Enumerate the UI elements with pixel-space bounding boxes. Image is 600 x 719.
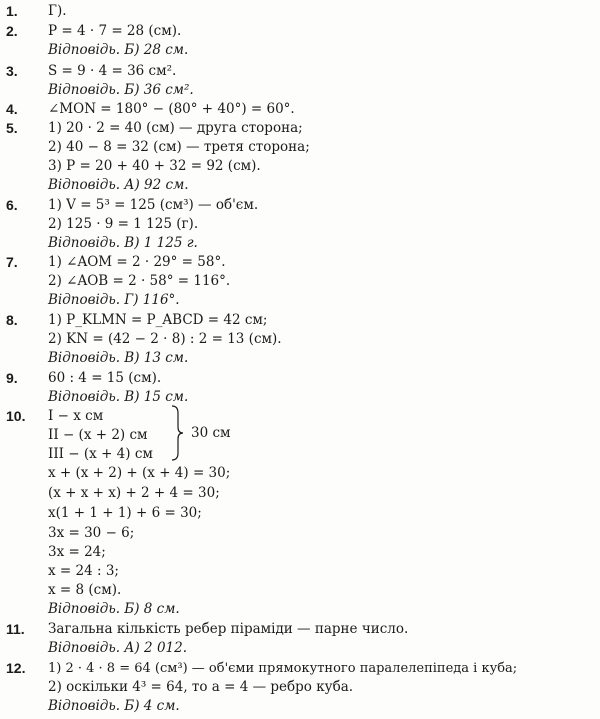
item-1 xyxy=(0,2,600,21)
item-10-line-7 xyxy=(0,524,600,543)
item-10-line-4 xyxy=(0,464,600,483)
answer-line: Відповідь. Б) 36 см². xyxy=(48,82,194,98)
item-6 xyxy=(0,196,600,215)
answer-line: Відповідь. Б) 8 см. xyxy=(48,601,180,617)
item-line: x(1 + 1 + 1) + 6 = 30; xyxy=(48,505,202,521)
item-11 xyxy=(0,620,600,639)
item-12 xyxy=(0,659,600,678)
item-5-line-2 xyxy=(0,138,600,157)
item-10-line-6 xyxy=(0,504,600,523)
item-line: ∠MON = 180° − (80° + 40°) = 60°. xyxy=(48,101,295,117)
answer-line: Відповідь. В) 1 125 г. xyxy=(48,235,198,251)
item-line: 1) V = 5³ = 125 (см³) — об'єм. xyxy=(48,197,259,213)
item-5-line-3 xyxy=(0,157,600,176)
item-line: P = 4 · 7 = 28 (см). xyxy=(48,23,182,39)
item-10 xyxy=(0,407,600,426)
item-line: Г). xyxy=(48,3,67,19)
answer-line: Відповідь. В) 15 см. xyxy=(48,389,189,405)
item-line: (x + x + x) + 2 + 4 = 30; xyxy=(48,485,220,501)
item-line: Загальна кількість ребер піраміди — парне число. xyxy=(48,621,409,637)
item-number: 8. xyxy=(6,312,18,328)
item-line: 1) ∠AOM = 2 · 29° = 58°. xyxy=(48,254,226,270)
item-12-answer xyxy=(0,697,600,716)
item-5-answer xyxy=(0,176,600,195)
item-line: 1) 20 · 2 = 40 (см) — друга сторона; xyxy=(48,120,303,136)
item-6-line-2 xyxy=(0,215,600,234)
item-number: 10. xyxy=(6,408,26,424)
item-7 xyxy=(0,253,600,272)
item-line: 1) P_KLMN = P_ABCD = 42 см; xyxy=(48,312,268,328)
answer-line: Відповідь. А) 92 см. xyxy=(48,177,189,193)
item-number: 1. xyxy=(6,3,18,19)
item-3 xyxy=(0,62,600,81)
item-10-line-5 xyxy=(0,484,600,503)
item-number: 2. xyxy=(6,23,18,39)
item-line: 2) KN = (42 − 2 · 8) : 2 = 13 (см). xyxy=(48,331,282,347)
item-6-answer xyxy=(0,234,600,253)
item-line: II − (x + 2) см xyxy=(48,427,148,443)
item-line: 3) P = 20 + 40 + 32 = 92 (см). xyxy=(48,158,261,174)
item-2-answer xyxy=(0,41,600,60)
brace-total-label: 30 см xyxy=(191,425,231,441)
item-number: 4. xyxy=(6,101,18,117)
item-line: 2) оскільки 4³ = 64, то a = 4 — ребро куба. xyxy=(48,679,354,695)
item-number: 11. xyxy=(6,621,25,637)
item-number: 12. xyxy=(6,660,26,676)
item-12-line-2 xyxy=(0,678,600,697)
item-number: 7. xyxy=(6,254,18,270)
item-line: x + (x + 2) + (x + 4) = 30; xyxy=(48,465,231,481)
item-line: S = 9 · 4 = 36 см². xyxy=(48,63,177,79)
item-line: 3x = 30 − 6; xyxy=(48,525,135,541)
item-4 xyxy=(0,100,600,119)
item-line: x = 24 : 3; xyxy=(48,563,119,579)
item-10-line-10 xyxy=(0,581,600,600)
item-10-line-8 xyxy=(0,543,600,562)
answer-line: Відповідь. Г) 116°. xyxy=(48,292,180,308)
item-2 xyxy=(0,22,600,41)
item-line: 3x = 24; xyxy=(48,544,106,560)
item-9 xyxy=(0,369,600,388)
answer-line: Відповідь. В) 13 см. xyxy=(48,350,189,366)
answer-line: Відповідь. Б) 4 см. xyxy=(48,698,180,714)
right-brace-icon xyxy=(170,405,184,461)
item-line: 2) 125 · 9 = 1 125 (г). xyxy=(48,216,199,232)
item-number: 3. xyxy=(6,63,18,79)
item-line: 1) 2 · 4 · 8 = 64 (см³) — об'єми прямокутного паралелепіпеда і куба; xyxy=(48,661,518,676)
answer-line: Відповідь. Б) 28 см. xyxy=(48,42,189,58)
item-line: I − x см xyxy=(48,408,104,424)
item-7-answer xyxy=(0,291,600,310)
item-10-answer xyxy=(0,600,600,619)
item-line: III − (x + 4) см xyxy=(48,446,153,462)
item-number: 9. xyxy=(6,370,18,386)
item-5 xyxy=(0,119,600,138)
item-11-answer xyxy=(0,639,600,658)
item-8 xyxy=(0,311,600,330)
item-7-line-2 xyxy=(0,272,600,291)
item-number: 6. xyxy=(6,197,18,213)
item-8-line-2 xyxy=(0,330,600,349)
item-line: 2) ∠AOB = 2 · 58° = 116°. xyxy=(48,273,231,289)
item-8-answer xyxy=(0,349,600,368)
item-line: 2) 40 − 8 = 32 (см) — третя сторона; xyxy=(48,139,310,155)
item-10-line-3 xyxy=(0,445,600,464)
item-10-line-2 xyxy=(0,426,600,445)
item-number: 5. xyxy=(6,120,18,136)
item-9-answer xyxy=(0,388,600,407)
answer-line: Відповідь. А) 2 012. xyxy=(48,640,188,656)
item-line: 60 : 4 = 15 (см). xyxy=(48,370,162,386)
item-10-line-9 xyxy=(0,562,600,581)
item-line: x = 8 (см). xyxy=(48,582,122,598)
item-3-answer xyxy=(0,81,600,100)
